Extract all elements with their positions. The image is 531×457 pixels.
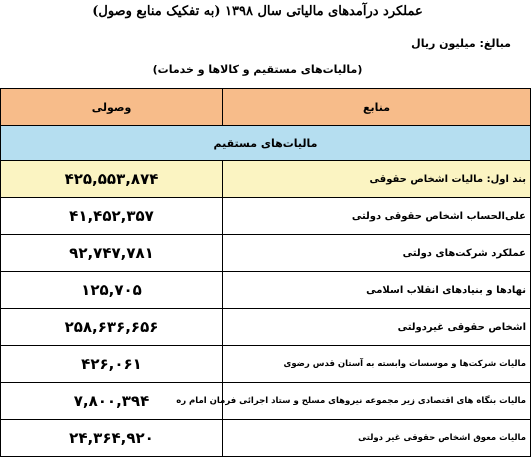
row-value: ۲۵۸,۶۳۶,۶۵۶: [1, 309, 223, 346]
unit-label: مبالغ: میلیون ریال: [411, 37, 511, 50]
table-row: [1, 272, 531, 309]
row-source: نهادها و بنیادهای انقلاب اسلامی: [223, 272, 531, 309]
table-row: [1, 198, 531, 235]
table-row: [1, 420, 531, 457]
row-value: ۴۲۵,۵۵۳,۸۷۴: [1, 161, 223, 198]
row-value: ۷,۸۰۰,۳۹۴: [1, 383, 223, 420]
table-row: [1, 235, 531, 272]
table-header-row: [1, 89, 531, 126]
row-source: مالیات شرکت‌ها و موسسات وابسته به آستان قدس رضوی: [223, 346, 531, 383]
report-title: عملکرد درآمدهای مالیاتی سال ۱۳۹۸ (به تفکیک منابع وصول): [92, 4, 423, 19]
row-source: علی‌الحساب اشخاص حقوقی دولتی: [223, 198, 531, 235]
row-source: عملکرد شرکت‌های دولتی: [223, 235, 531, 272]
section-label: مالیات‌های مستقیم: [1, 126, 531, 161]
header-value: وصولی: [1, 89, 223, 126]
revenue-table: [0, 88, 531, 457]
row-source: اشخاص حقوقی غیردولتی: [223, 309, 531, 346]
row-source: مالیات بنگاه های اقتصادی زیر مجموعه نیروهای مسلح و ستاد اجرائی فرمان امام ره: [223, 383, 531, 420]
table-row: [1, 383, 531, 420]
row-value: ۴۱,۴۵۲,۳۵۷: [1, 198, 223, 235]
section-row: [1, 126, 531, 161]
table-row: [1, 161, 531, 198]
table-row: [1, 346, 531, 383]
row-value: ۲۴,۳۶۴,۹۲۰: [1, 420, 223, 457]
row-source: بند اول: مالیات اشخاص حقوقی: [223, 161, 531, 198]
row-value: ۱۲۵,۷۰۵: [1, 272, 223, 309]
table-row: [1, 309, 531, 346]
report-subtitle: (مالیات‌های مستقیم و کالاها و خدمات): [152, 63, 363, 76]
header-source: منابع: [223, 89, 531, 126]
row-source: مالیات معوق اشخاص حقوقی غیر دولتی: [223, 420, 531, 457]
row-value: ۴۲۶,۰۶۱: [1, 346, 223, 383]
row-value: ۹۲,۷۴۷,۷۸۱: [1, 235, 223, 272]
